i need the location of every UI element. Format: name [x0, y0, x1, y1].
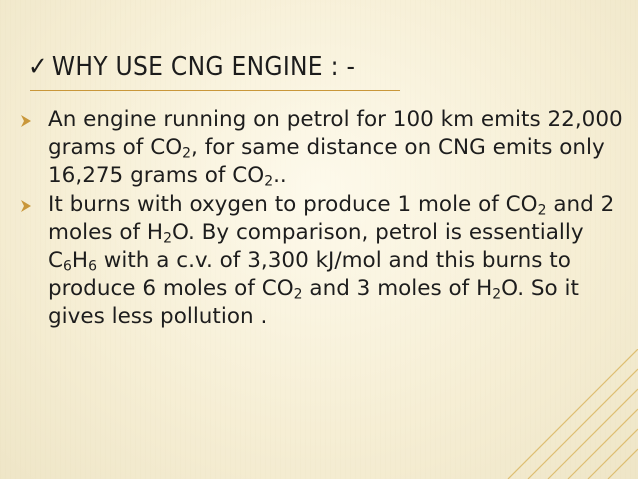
text-run: and 2 moles of H — [48, 192, 615, 245]
title-underline — [30, 90, 400, 91]
subscript: 2 — [264, 173, 274, 190]
text-run: O. By comparison, petrol is essentially C — [48, 220, 584, 273]
bullet-text — [48, 192, 614, 329]
text-run: .. — [273, 163, 287, 188]
subscript: 6 — [88, 258, 97, 275]
arrow-bullet-icon — [20, 115, 32, 127]
bullet-item — [6, 191, 626, 331]
arrow-bullet-icon — [20, 200, 32, 212]
subscript: 2 — [492, 286, 502, 303]
text-run: It burns with oxygen to produce 1 mole of CO — [48, 192, 538, 217]
corner-decoration — [488, 349, 638, 479]
subscript: 2 — [537, 202, 547, 219]
subscript: 6 — [63, 258, 72, 275]
text-run: An engine running on petrol for 100 km emits 22,000 grams of CO — [48, 107, 623, 160]
text-run: O. So it gives less pollution . — [48, 276, 579, 329]
text-run: H — [71, 248, 89, 273]
subscript: 2 — [293, 286, 303, 303]
check-icon: ✓ — [28, 52, 48, 82]
bullet-item — [6, 106, 626, 190]
bullet-text — [48, 107, 623, 188]
text-run: with a c.v. of 3,300 kJ/mol and this burns to produce 6 moles of CO — [48, 248, 571, 301]
subscript: 2 — [182, 145, 192, 162]
slide-title-text: WHY USE CNG ENGINE : - — [51, 52, 356, 82]
text-run: and 3 moles of H — [302, 276, 493, 301]
slide-title — [28, 52, 355, 82]
subscript: 2 — [163, 230, 172, 247]
bullet-list — [6, 106, 626, 331]
text-run: , for same distance on CNG emits only 16,275 grams of CO — [48, 135, 605, 188]
